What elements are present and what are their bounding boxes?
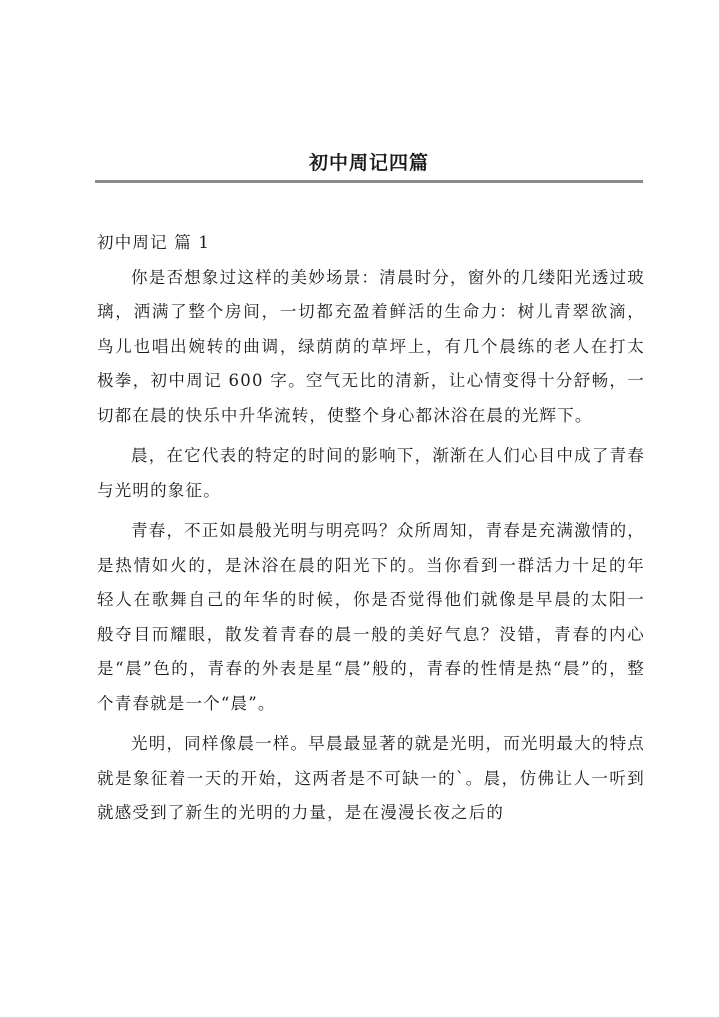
section-heading: 初中周记 篇 1 xyxy=(97,233,211,252)
paragraph: 晨，在它代表的特定的时间的影响下，渐渐在人们心目中成了青春与光明的象征。 xyxy=(97,446,645,500)
document-body xyxy=(97,226,645,837)
page-title: 初中周记四篇 xyxy=(308,152,429,174)
paragraph: 青春，不正如晨般光明与明亮吗？众所周知，青春是充满激情的，是热情如火的，是沐浴在晨的阳光下的。当你看到一群活力十足的年轻人在歌舞自己的年华的时候，你是否觉得他们就像是早晨的太阳一般夺目而耀眼，散发着青春的晨一般的美好气息？没错，青春的内心是“晨”色的，青春的外表是星“晨”般的，青春的性情是热“晨”的，整个青春就是一个“晨”。 xyxy=(97,521,645,713)
paragraph: 光明，同样像晨一样。早晨最显著的就是光明，而光明最大的特点就是象征着一天的开始，这两者是不可缺一的`。晨，仿佛让人一听到就感受到了新生的光明的力量，是在漫漫长夜之后的 xyxy=(97,734,645,822)
paragraph: 你是否想象过这样的美妙场景：清晨时分，窗外的几缕阳光透过玻璃，洒满了整个房间，一切都充盈着鲜活的生命力：树儿青翠欲滴，鸟儿也唱出婉转的曲调，绿荫荫的草坪上，有几个晨练的老人在打太极拳，初中周记 600 字。空气无比的清新，让心情变得十分舒畅，一切都在晨的快乐中升华流转，使整个身心都沐浴在晨的光辉下。 xyxy=(97,267,645,425)
title-divider xyxy=(95,180,643,183)
